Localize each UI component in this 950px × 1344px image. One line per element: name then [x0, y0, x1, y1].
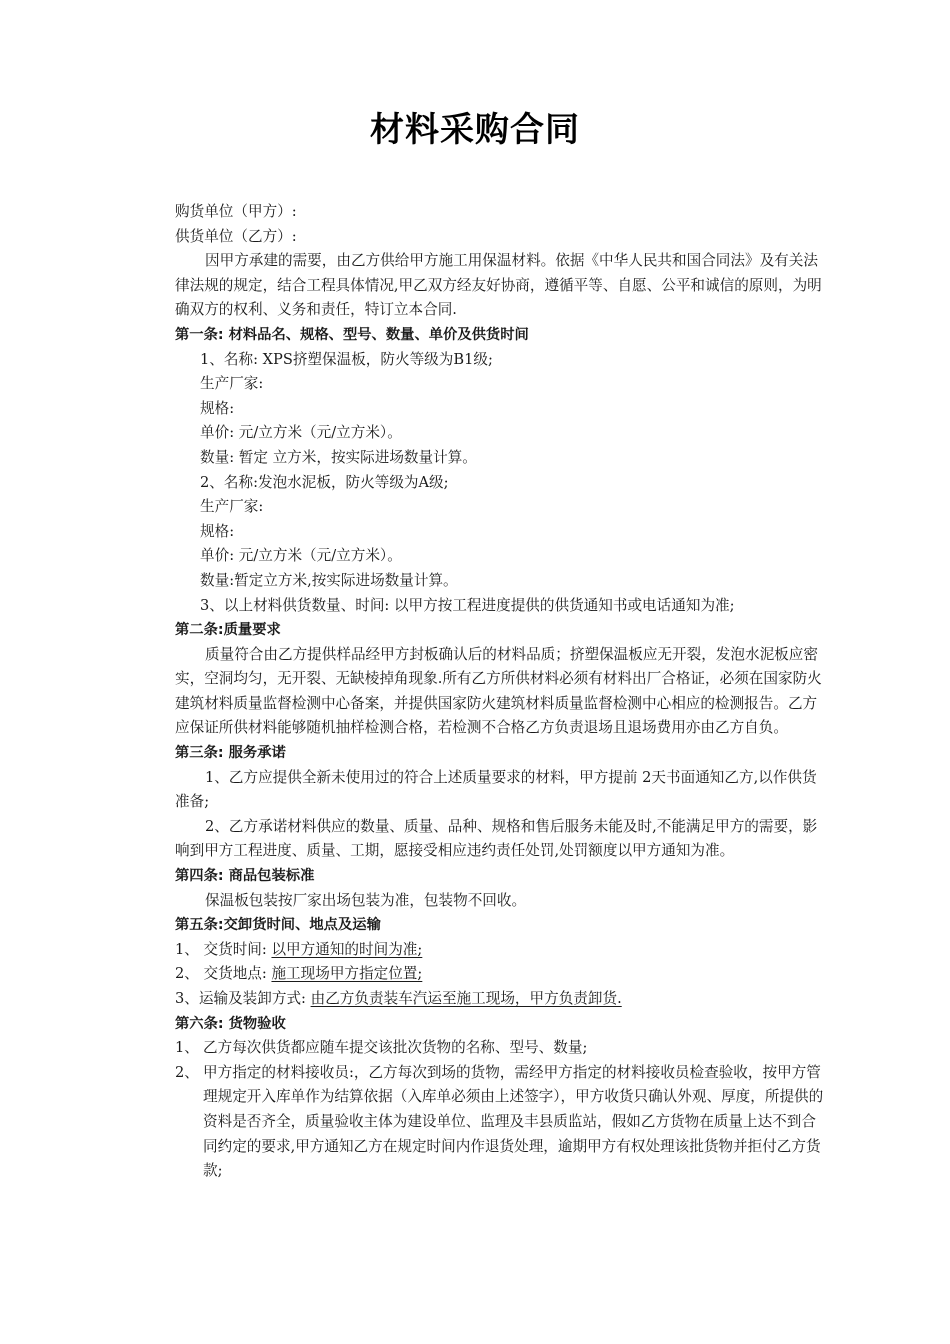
article-2-text: 质量符合由乙方提供样品经甲方封板确认后的材料品质；挤塑保温板应无开裂，发泡水泥板应密实，空洞均匀，无开裂、无缺棱掉角现象.所有乙方所供材料必须有材料出厂合格证，必须在国家防火建筑材料质量监督检测中心备案，并提供国家防火建筑材料质量监督检测中心相应的检测报告。乙方应保证所供材料能够随机抽样检测合格，若检测不合格乙方负责退场且退场费用亦由乙方自负。 [175, 645, 822, 737]
art1-item: 生产厂家: [200, 375, 264, 393]
art1-item: 数量: 暂定 立方米，按实际进场数量计算。 [200, 448, 477, 466]
art1-item: 单价: 元/立方米（元/立方米）。 [200, 424, 402, 442]
supplier-line: 供货单位（乙方）: [175, 227, 297, 245]
art1-item: 规格: [200, 522, 235, 540]
article-6-heading: 第六条: 货物验收 [175, 1015, 286, 1032]
article-4-heading: 第四条: 商品包装标准 [175, 868, 315, 885]
delivery-location-value: 施工现场甲方指定位置; [271, 965, 423, 983]
contract-body [175, 200, 825, 1184]
art1-item: 单价: 元/立方米（元/立方米）。 [200, 547, 402, 565]
article-3-para-2: 2、乙方承诺材料供应的数量、质量、品种、规格和售后服务未能及时,不能满足甲方的需要，影响到甲方工程进度、质量、工期，愿接受相应违约责任处罚,处罚额度以甲方通知为准。 [175, 817, 818, 860]
transport-row [175, 987, 825, 1012]
transport-label: 3、运输及装卸方式: [175, 990, 306, 1007]
art1-item: 1、名称: XPS挤塑保温板，防火等级为B1级; [200, 350, 493, 368]
art1-item: 生产厂家: [200, 498, 264, 516]
buyer-line: 购货单位（甲方）: [175, 203, 297, 220]
delivery-location-row [175, 962, 825, 987]
art1-item: 3、以上材料供货数量、时间: 以甲方按工程进度提供的供货通知书或电话通知为准; [200, 596, 735, 614]
article-4-text: 保温板包装按厂家出场包装为准，包装物不回收。 [205, 891, 527, 909]
art6-item-text: 乙方每次供货都应随车提交该批次货物的名称、型号、数量; [203, 1039, 588, 1057]
art1-item: 规格: [200, 399, 235, 417]
art1-item: 数量:暂定立方米,按实际进场数量计算。 [200, 571, 458, 589]
article-1-heading: 第一条: 材料品名、规格、型号、数量、单价及供货时间 [175, 326, 529, 343]
document-title: 材料采购合同 [370, 110, 580, 150]
delivery-time-row [175, 938, 825, 963]
delivery-time-label: 1、 交货时间: [175, 940, 267, 958]
article-3-heading: 第三条: 服务承诺 [175, 745, 286, 762]
intro-paragraph: 因甲方承建的需要，由乙方供给甲方施工用保温材料。依据《中华人民共和国合同法》及有关法律法规的规定，结合工程具体情况,甲乙双方经友好协商，遵循平等、自愿、公平和诚信的原则，为明确双方的权利、义务和责任，特订立本合同. [175, 252, 822, 319]
article-5-heading: 第五条:交卸货时间、地点及运输 [175, 917, 381, 934]
article-3-para-1: 1、乙方应提供全新未使用过的符合上述质量要求的材料，甲方提前 2天书面通知乙方,以作供货准备; [175, 768, 817, 811]
art1-item: 2、名称:发泡水泥板，防火等级为A级; [200, 473, 449, 491]
art6-item [175, 1061, 825, 1184]
transport-value: 由乙方负责装车汽运至施工现场，甲方负责卸货. [310, 990, 622, 1007]
art6-item [175, 1036, 825, 1061]
art6-item-number: 1、 [175, 1039, 199, 1057]
art6-item-text: 甲方指定的材料接收员:，乙方每次到场的货物，需经甲方指定的材料接收员检查验收，按甲方管理规定开入库单作为结算依据（入库单必须由上述签字），甲方收货只确认外观、厚度，所提供的资料是否齐全，质量验收主体为建设单位、监理及丰县质监站，假如乙方货物在质量上达不到合同约定的要求,甲方通知乙方在规定时间内作退货处理，逾期甲方有权处理该批货物并拒付乙方货款; [203, 1063, 824, 1180]
delivery-location-label: 2、 交货地点: [175, 965, 267, 983]
art6-item-number: 2、 [175, 1063, 199, 1081]
delivery-time-value: 以甲方通知的时间为准; [271, 940, 423, 958]
article-2-heading: 第二条:质量要求 [175, 622, 281, 639]
